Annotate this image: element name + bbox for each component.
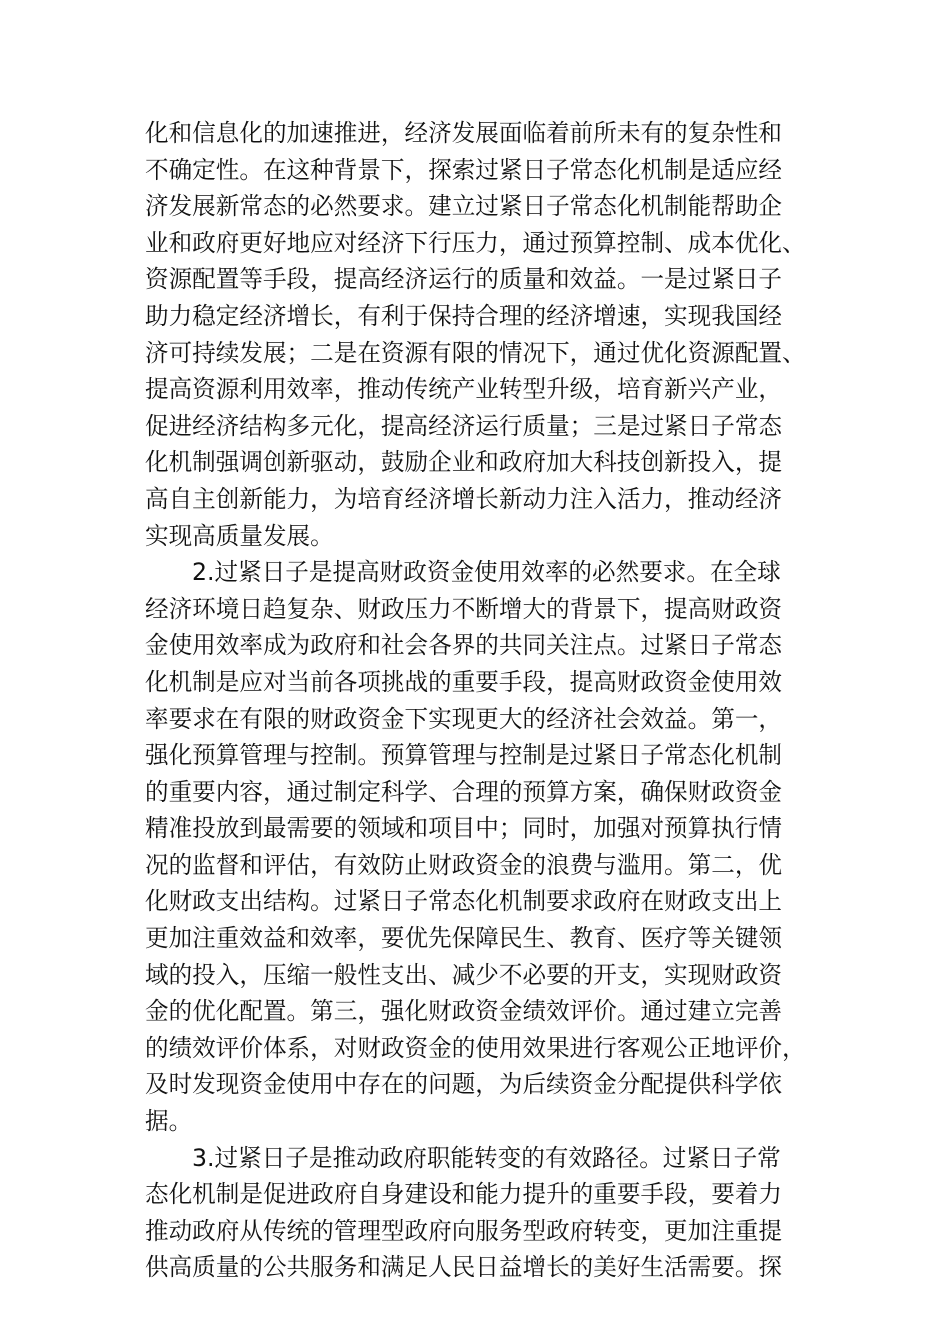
- paragraph-3-first-line: 3.过紧日子是推动政府职能转变的有效路径。过紧日子常: [192, 1143, 781, 1172]
- body-text: [145, 115, 810, 1286]
- text-line: 高自主创新能力，为培育经济增长新动力注入活力，推动经济: [145, 484, 783, 513]
- text-line: 济发展新常态的必然要求。建立过紧日子常态化机制能帮助企: [145, 192, 783, 221]
- text-line: 金的优化配置。第三，强化财政资金绩效评价。通过建立完善: [145, 997, 783, 1026]
- text-line: 化机制强调创新驱动，鼓励企业和政府加大科技创新投入，提: [145, 448, 783, 477]
- text-line: 更加注重效益和效率，要优先保障民生、教育、医疗等关键领: [145, 924, 783, 953]
- text-line: 据。: [145, 1107, 193, 1136]
- text-line: 济可持续发展；二是在资源有限的情况下，通过优化资源配置、: [145, 338, 806, 367]
- text-line: 及时发现资金使用中存在的问题，为后续资金分配提供科学依: [145, 1070, 783, 1099]
- text-line: 促进经济结构多元化，提高经济运行质量；三是过紧日子常态: [145, 411, 783, 440]
- text-line: 业和政府更好地应对经济下行压力，通过预算控制、成本优化、: [145, 228, 806, 257]
- text-line: 供高质量的公共服务和满足人民日益增长的美好生活需要。探: [145, 1253, 783, 1282]
- text-line: 态化机制是促进政府自身建设和能力提升的重要手段，要着力: [145, 1180, 783, 1209]
- text-line: 实现高质量发展。: [145, 521, 334, 550]
- text-line: 的绩效评价体系，对财政资金的使用效果进行客观公正地评价，: [145, 1033, 806, 1062]
- text-line: 的重要内容，通过制定科学、合理的预算方案，确保财政资金: [145, 777, 783, 806]
- text-line: 提高资源利用效率，推动传统产业转型升级，培育新兴产业，: [145, 375, 783, 404]
- text-line: 况的监督和评估，有效防止财政资金的浪费与滥用。第二，优: [145, 850, 783, 879]
- text-line: 经济环境日趋复杂、财政压力不断增大的背景下，提高财政资: [145, 594, 783, 623]
- text-line: 资源配置等手段，提高经济运行的质量和效益。一是过紧日子: [145, 265, 783, 294]
- text-line: 化机制是应对当前各项挑战的重要手段，提高财政资金使用效: [145, 667, 783, 696]
- text-line: 强化预算管理与控制。预算管理与控制是过紧日子常态化机制: [145, 741, 783, 770]
- text-line: 推动政府从传统的管理型政府向服务型政府转变，更加注重提: [145, 1216, 783, 1245]
- text-line: 域的投入，压缩一般性支出、减少不必要的开支，实现财政资: [145, 960, 783, 989]
- text-line: 化财政支出结构。过紧日子常态化机制要求政府在财政支出上: [145, 887, 783, 916]
- paragraph-2-first-line: 2.过紧日子是提高财政资金使用效率的必然要求。在全球: [192, 558, 781, 587]
- text-line: 化和信息化的加速推进，经济发展面临着前所未有的复杂性和: [145, 119, 783, 147]
- text-line: 助力稳定经济增长，有利于保持合理的经济增速，实现我国经: [145, 301, 783, 330]
- text-line: 金使用效率成为政府和社会各界的共同关注点。过紧日子常态: [145, 631, 783, 660]
- text-line: 率要求在有限的财政资金下实现更大的经济社会效益。第一，: [145, 704, 783, 733]
- text-line: 精准投放到最需要的领域和项目中；同时，加强对预算执行情: [145, 814, 783, 843]
- text-line: 不确定性。在这种背景下，探索过紧日子常态化机制是适应经: [145, 155, 783, 184]
